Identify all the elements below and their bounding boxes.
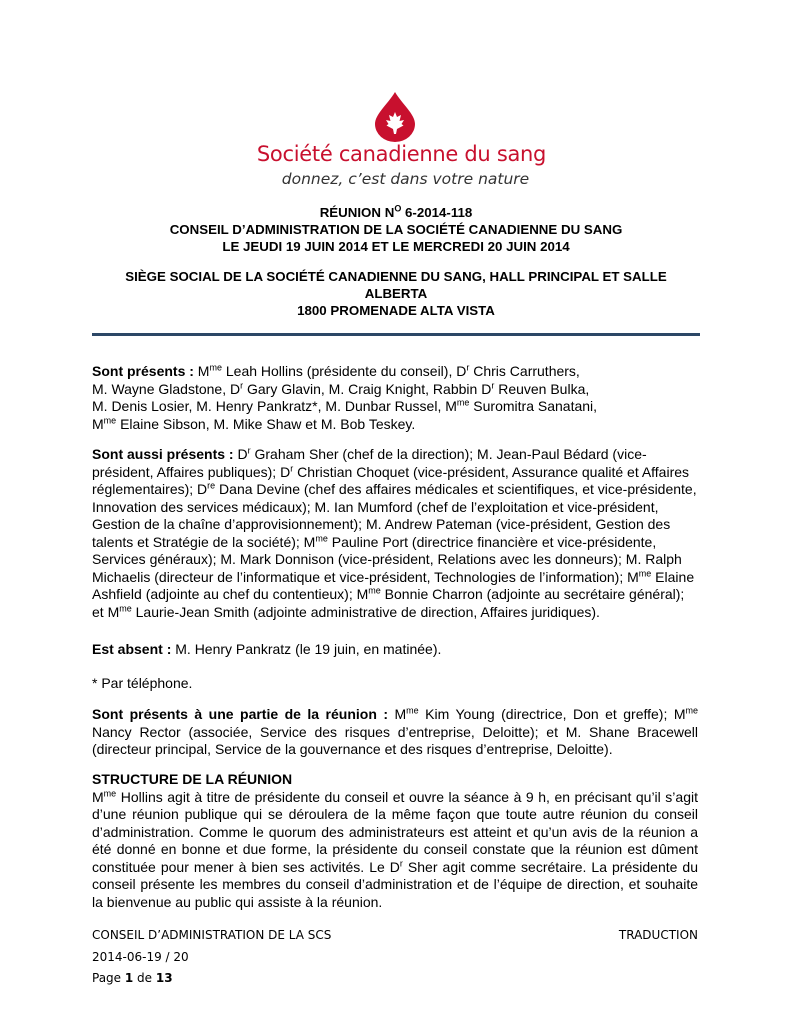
partial-present-paragraph: Sont présents à une partie de la réunion : $M^{me}$ Kim Young (directrice, Don et greffe); $M^{me}$ Nancy Rector (associée, Service des risques d’entreprise, Deloitte); et M. Shane Bracewell (directeur principal, Service de la gouvernance et des risques d’entreprise, Deloitte).: [92, 705, 699, 757]
structure-section: [92, 771, 698, 911]
logo: [0, 90, 791, 190]
also-present-paragraph: Sont aussi présents : $D^r$ Graham Sher (chef de la direction); M. Jean-Paul Bédard (vice-président, Affaires publiques); $D^r$ Christian Choquet (vice-président, Assurance qualité et Affaires réglementaires); Dre Dana Devine (chef des affaires médicales et scientifiques, et vice-présidente, Innovation des services médicaux); M. Ian Mumford (chef de l’exploitation et vice-président, Gestion de la chaîne d’approvisionnement); M. Andrew Pateman (vice-président, Gestion des talents et Stratégie de la société); $M^{me}$ Pauline Port (directrice financière et vice-présidente, Services généraux); M. Mark Donnison (vice-président, Relations avec les donneurs); M. Ralph Michaelis (directeur de l’informatique et vice-président, Technologies de l’information); $M^{me}$ Elaine Ashfield (adjointe au chef du contentieux); $M^{me}$ Bonnie Charron (adjointe au secrétaire général); et $M^{me}$ Laurie-Jean Smith (adjointe administrative de direction, Affaires juridiques).: [92, 445, 697, 620]
organization-name: Société canadienne du sang: [256, 142, 547, 166]
meeting-location: [95, 268, 697, 319]
also-present-label: Sont aussi présents :: [92, 446, 234, 462]
board-title: CONSEIL D’ADMINISTRATION DE LA SOCIÉTÉ CANADIENNE DU SANG: [169, 222, 623, 237]
meeting-dates: LE JEUDI 19 JUIN 2014 ET LE MERCREDI 20 JUIN 2014: [222, 239, 570, 254]
meeting-header: [95, 204, 697, 255]
footer-translation: TRADUCTION: [618, 928, 698, 942]
header-divider: [92, 333, 700, 336]
location-line-2: ALBERTA: [364, 286, 428, 301]
absent-label: Est absent :: [92, 641, 172, 657]
organization-slogan: donnez, c’est dans votre nature: [281, 170, 530, 188]
present-label: Sont présents :: [92, 363, 194, 379]
meeting-number: RÉUNION $N^O$ 6-2014-118: [319, 203, 473, 220]
also-present-section: [92, 446, 698, 621]
location-line-1: SIÈGE SOCIAL DE LA SOCIÉTÉ CANADIENNE DU SANG, HALL PRINCIPAL ET SALLE: [125, 269, 667, 284]
footer-page-number: Page 1 de 13: [92, 971, 173, 985]
present-section: [92, 363, 698, 433]
partial-present-label: Sont présents à une partie de la réunion :: [92, 706, 389, 722]
footer-dates: 2014-06-19 / 20: [92, 949, 189, 964]
absent-section: [92, 641, 698, 659]
footer-board: CONSEIL D’ADMINISTRATION DE LA SCS: [92, 928, 332, 942]
present-paragraph: Sont présents : $M^{me}$ Leah Hollins (présidente du conseil), $D^r$ Chris Carruthers, M. Wayne Gladstone, $D^r$ Gary Glavin, M. Craig Knight, Rabbin $D^r$ Reuven Bulka, M. Denis Losier, M. Henry Pankratz*, M. Dunbar Russel, $M^{me}$ Suromitra Sanatani, $M^{me}$ Elaine Sibson, M. Mike Shaw et M. Bob Teskey.: [92, 362, 598, 432]
phone-note: * Par téléphone.: [92, 675, 193, 691]
partial-present-section: [92, 706, 698, 759]
structure-paragraph: $M^{me}$ Hollins agit à titre de présidente du conseil et ouvre la séance à 9 h, en précisant qu’il s’agit d’une réunion publique qui se déroulera de la même façon que toute autre réunion du conseil d’administration. Comme le quorum des administrateurs est atteint et qu’un avis de la réunion a été donné en bonne et due forme, la présidente du conseil constate que la réunion est dûment constituée pour mener à bien ses activités. Le $D^r$ Sher agit comme secrétaire. La présidente du conseil présente les membres du conseil d’administration et de l’équipe de direction, et souhaite la bienvenue au public qui assiste à la réunion.: [92, 787, 698, 910]
absent-paragraph: Est absent : M. Henry Pankratz (le 19 juin, en matinée).: [92, 641, 442, 657]
page-footer: [92, 925, 698, 990]
blood-drop-maple-leaf-icon: [370, 90, 420, 142]
structure-heading: STRUCTURE DE LA RÉUNION: [92, 771, 293, 787]
location-address: 1800 PROMENADE ALTA VISTA: [297, 303, 495, 318]
